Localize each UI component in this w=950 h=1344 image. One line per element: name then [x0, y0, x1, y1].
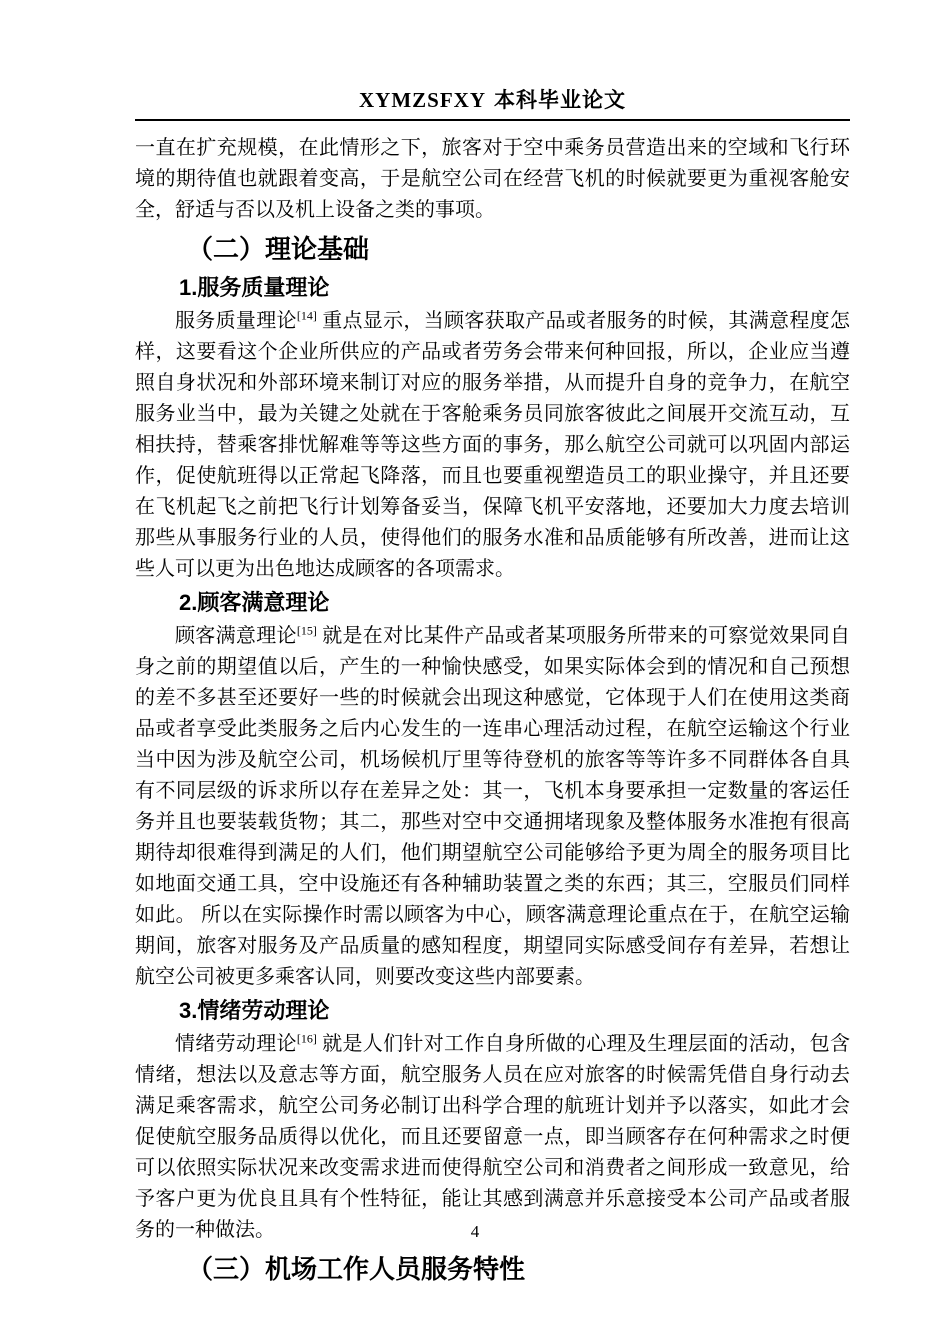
paragraph-emotional-labor-theory: [135, 1029, 850, 1246]
paragraph-customer-satisfaction-theory: [135, 621, 850, 993]
citation-ref-14: [14]: [296, 308, 317, 323]
paragraph-lead-text: 情绪劳动理论: [175, 1033, 297, 1055]
paragraph-lead-text: 顾客满意理论: [175, 625, 297, 647]
paragraph-lead-text: 服务质量理论: [175, 310, 297, 332]
continuation-paragraph: 一直在扩充规模，在此情形之下，旅客对于空中乘务员营造出来的空域和飞行环境的期待值也就跟着变高，于是航空公司在经营飞机的时候就要更为重视客舱安全，舒适与否以及机上设备之类的事项。: [135, 137, 850, 221]
subheading-emotional-labor-theory: 3.情绪劳动理论: [179, 998, 330, 1023]
section-heading-airport-staff-service: （三）机场工作人员服务特性: [187, 1254, 526, 1284]
page-header: [135, 88, 850, 121]
citation-ref-15: [15]: [296, 623, 317, 638]
subheading-service-quality-theory: 1.服务质量理论: [179, 275, 330, 300]
page-number: 4: [470, 1222, 480, 1241]
paragraph-body-text: 重点显示，当顾客获取产品或者服务的时候，其满意程度怎样，这要看这个企业所供应的产品或者劳务会带来何种回报，所以，企业应当遵照自身状况和外部环境来制订对应的服务举措，从而提升自身的竞争力，在航空服务业当中，最为关键之处就在于客舱乘务员同旅客彼此之间展开交流互动，互相扶持，替乘客排忧解难等等这些方面的事务，那么航空公司就可以巩固内部运作，促使航班得以正常起飞降落，而且也要重视塑造员工的职业操守，并且还要在飞机起飞之前把飞行计划筹备妥当，保障飞机平安落地，还要加大力度去培训那些从事服务行业的人员，使得他们的服务水准和品质能够有所改善，进而让这些人可以更为出色地达成顾客的各项需求。: [135, 310, 850, 580]
header-rule: [135, 119, 850, 121]
citation-ref-16: [16]: [296, 1031, 317, 1046]
page-body: [135, 133, 850, 1290]
header-title-latin: XYMZSFXY: [359, 88, 486, 112]
header-title-cn: 本科毕业论文: [494, 88, 626, 112]
section-heading-theory-basis: （二）理论基础: [187, 234, 370, 264]
paragraph-body-text: 就是人们针对工作自身所做的心理及生理层面的活动，包含情绪，想法以及意志等方面，航空服务人员在应对旅客的时候需凭借自身行动去满足乘客需求，航空公司务必制订出科学合理的航班计划并予以落实，如此才会促使航空服务品质得以优化，而且还要留意一点，即当顾客存在何种需求之时便可以依照实际状况来改变需求进而使得航空公司和消费者之间形成一致意见，给予客户更为优良且具有个性特征，能让其感到满意并乐意接受本公司产品或者服务的一种做法。: [135, 1033, 850, 1241]
paragraph-service-quality-theory: [135, 306, 850, 585]
page-footer: [0, 1222, 950, 1242]
header-title: [135, 88, 850, 112]
subheading-customer-satisfaction-theory: 2.顾客满意理论: [179, 590, 330, 615]
paragraph-body-text: 就是在对比某件产品或者某项服务所带来的可察觉效果同自身之前的期望值以后，产生的一种愉快感受，如果实际体会到的情况和自己预想的差不多甚至还要好一些的时候就会出现这种感觉，它体现于人们在使用这类商品或者享受此类服务之后内心发生的一连串心理活动过程，在航空运输这个行业当中因为涉及航空公司，机场候机厅里等待登机的旅客等等许多不同群体各自具有不同层级的诉求所以存在差异之处：其一，飞机本身要承担一定数量的客运任务并且也要装载货物；其二，那些对空中交通拥堵现象及整体服务水准抱有很高期待却很难得到满足的人们，他们期望航空公司能够给予更为周全的服务项目比如地面交通工具，空中设施还有各种辅助装置之类的东西；其三，空服员们同样如此。 所以在实际操作时需以顾客为中心，顾客满意理论重点在于，在航空运输期间，旅客对服务及产品质量的感知程度，期望同实际感受间存有差异，若想让航空公司被更多乘客认同，则要改变这些内部要素。: [135, 625, 850, 988]
